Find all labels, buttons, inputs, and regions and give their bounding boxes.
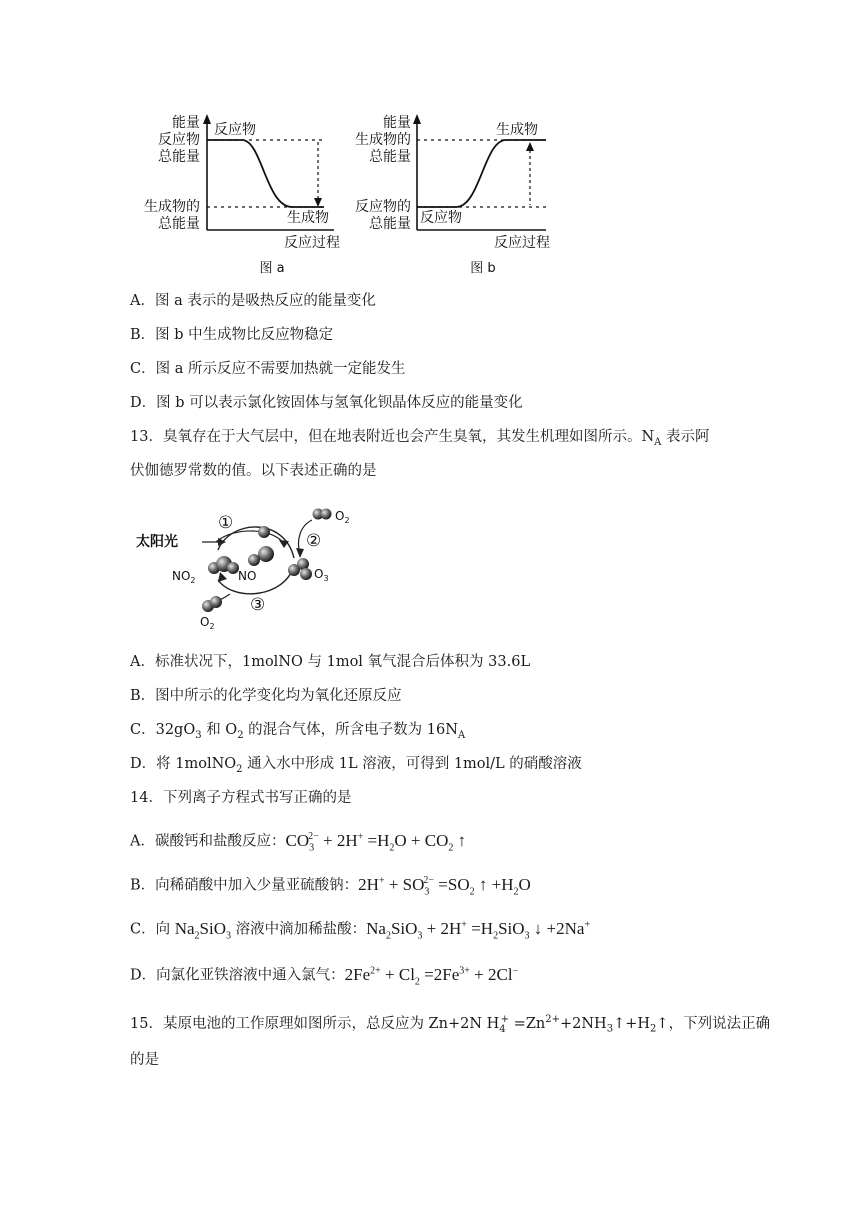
q13-stem-text-a: 13．臭氧存在于大气层中，但在地表附近也会产生臭氧，其发生机理如图所示。N xyxy=(130,429,655,445)
no2-label: $NO_2$ xyxy=(172,569,196,585)
b-lower-label-2: 总能量 xyxy=(369,216,411,232)
a-upper-label-1: 反应物 xyxy=(158,132,200,148)
q13-option-a: A．标准状况下，1molNO 与 1mol 氧气混合后体积为 33.6L xyxy=(130,654,531,670)
q15-stem-line2: 的是 xyxy=(130,1052,159,1068)
b-lower-label-1: 反应物的 xyxy=(355,199,411,215)
b-y-label: 能量 xyxy=(383,115,411,131)
a-y-label: 能量 xyxy=(172,115,200,131)
b-upper-label-2: 总能量 xyxy=(369,149,411,165)
q12-option-d: D．图 b 可以表示氯化铵固体与氢氧化钡晶体反应的能量变化 xyxy=(130,395,523,411)
q14-option-c: C．向 $Na_2SiO_3$ 溶液中滴加稀盐酸：$Na_2SiO_3 + 2H^+ =H_2SiO_3$ ↓ +2Na+ xyxy=(130,918,591,942)
a-start-label: 反应物 xyxy=(214,122,256,138)
q13-stem-line1 xyxy=(130,427,709,453)
q14-d-equation: $2Fe^{2+} + Cl_2 =2Fe^{3+} + 2Cl^-$ xyxy=(344,964,519,988)
b-upper-label-1: 生成物的 xyxy=(355,132,411,148)
q13-option-c: C．$32gO_3$ 和 $O_2$ 的混合气体，所含电子数为 $16N_A$ xyxy=(130,722,466,741)
b-up-arrow-icon xyxy=(526,142,534,151)
a-energy-curve xyxy=(207,140,324,207)
q13-stem-sub: A xyxy=(654,436,662,448)
o2-bottom-molecule xyxy=(200,596,222,631)
b-x-label: 反应过程 xyxy=(494,235,550,251)
o3-label: $O_3$ xyxy=(314,567,329,583)
q14-c-equation: $Na_2SiO_3 + 2H^+ =H_2SiO_3$ ↓ +2Na+ xyxy=(366,918,591,942)
a-caption: 图 a xyxy=(259,261,285,276)
o2-top-label: $O_2$ xyxy=(335,509,350,525)
q12-option-a: A．图 a 表示的是吸热反应的能量变化 xyxy=(130,293,376,309)
ozone-mechanism-figure xyxy=(134,498,374,638)
b-start-label: 反应物 xyxy=(420,210,462,226)
q14-stem: 14．下列离子方程式书写正确的是 xyxy=(130,790,352,806)
a-x-label: 反应过程 xyxy=(284,235,340,251)
energy-diagrams xyxy=(134,112,554,282)
no-molecule xyxy=(238,546,274,583)
energy-diagram-a xyxy=(144,114,340,276)
energy-diagram-b xyxy=(355,114,550,276)
q14-b-equation: $2H^+ + SO_3^{2-} =SO_2$ ↑ $+H_2O$ xyxy=(358,874,531,898)
b-caption: 图 b xyxy=(470,261,496,276)
q12-option-c: C．图 a 所示反应不需要加热就一定能发生 xyxy=(130,361,406,377)
o2-top-molecule xyxy=(313,509,350,526)
arrow-head-3-icon xyxy=(218,572,227,582)
arrow-head-2-icon xyxy=(296,548,304,558)
step-2-label: ② xyxy=(306,531,322,551)
a-upper-label-2: 总能量 xyxy=(158,149,200,165)
b-end-label: 生成物 xyxy=(496,122,538,138)
a-y-arrow-icon xyxy=(203,114,211,124)
q14-a-equation: $CO_3^{2-} + 2H^+ =H_2O + CO_2$ ↑ xyxy=(285,830,467,854)
q15-stem-line1: 15．某原电池的工作原理如图所示，总反应为 Zn+2N $H_4^+$ $=Zn^{2+}+2NH_3↑+H_2↑$，下列说法正确 xyxy=(130,1014,771,1035)
sunlight-label: 太阳光 xyxy=(136,534,178,550)
a-end-label: 生成物 xyxy=(287,210,329,226)
a-lower-label-2: 总能量 xyxy=(158,216,200,232)
q14-option-d: D．向氯化亚铁溶液中通入氯气：$2Fe^{2+} + Cl_2 =2Fe^{3+} + 2Cl^-$ xyxy=(130,964,519,988)
b-y-arrow-icon xyxy=(413,114,421,124)
o-atom-molecule xyxy=(258,526,270,538)
a-down-arrow-icon xyxy=(314,198,322,207)
q13-stem-text-b: 表示阿 xyxy=(661,429,710,445)
q14-option-b: B．向稀硝酸中加入少量亚硫酸钠：$2H^+ + SO_3^{2-} =SO_2$ ↑ $+H_2O$ xyxy=(130,874,531,898)
o2-bottom-label: $O_2$ xyxy=(200,615,215,631)
q14-option-a: A．碳酸钙和盐酸反应：$CO_3^{2-} + 2H^+ =H_2O + CO_2$ ↑ xyxy=(130,830,467,854)
q13-stem-line2: 伏伽德罗常数的值。以下表述正确的是 xyxy=(130,463,377,479)
step-1-label: ① xyxy=(218,513,234,533)
q12-option-b: B．图 b 中生成物比反应物稳定 xyxy=(130,327,334,343)
o3-molecule xyxy=(288,558,329,583)
step-3-label: ③ xyxy=(250,595,266,615)
q14-c-compound: $Na_2SiO_3$ xyxy=(174,918,232,942)
q13-option-b: B．图中所示的化学变化均为氧化还原反应 xyxy=(130,688,402,704)
no2-molecule xyxy=(172,556,239,585)
a-lower-label-1: 生成物的 xyxy=(144,199,200,215)
q13-option-d: D．将 1molNO$_2$ 通入水中形成 1L 溶液，可得到 1mol/L 的硝酸溶液 xyxy=(130,756,582,775)
no-label: NO xyxy=(238,569,257,583)
